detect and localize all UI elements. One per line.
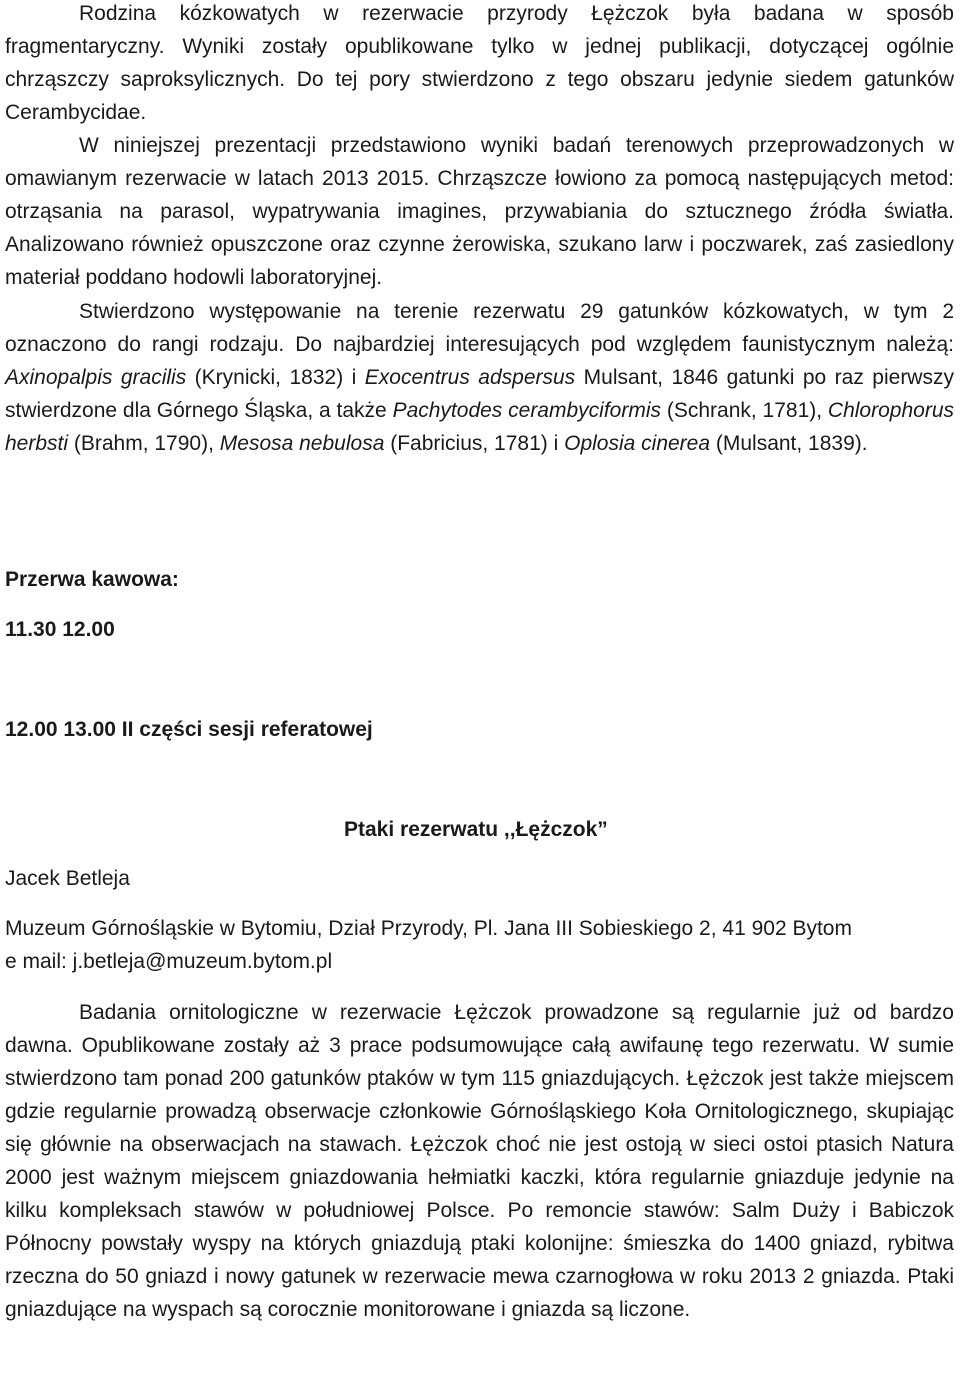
results-text: (Brahm, 1790),	[68, 432, 220, 455]
species-name: Pachytodes cerambyciformis	[392, 399, 661, 422]
session-heading: 12.00 13.00 II części sesji referatowej	[5, 718, 373, 741]
species-name: Exocentrus adspersus	[364, 366, 576, 389]
species-name: Axinopalpis gracilis	[5, 366, 187, 389]
talk-abstract: Badania ornitologiczne w rezerwacie Łężczok prowadzone są regularnie już od bardzo dawna. Opublikowane zostały aż 3 prace podsumowujące całą awifaunę tego rezerwatu. W sumie stwierdzono tam ponad 200 gatunków ptaków w tym 115 gniazdujących. Łężczok jest także miejscem gdzie regularnie prowadzą obserwacje członkowie Górnośląskiego Koła Ornitologicznego, skupiając się głównie na obserwacjach na stawach. Łężczok choć nie jest ostoją w sieci ostoi ptasich Natura 2000 jest ważnym miejscem gniazdowania hełmiatki kaczki, która regularnie gniazduje jedynie na kilku kompleksach stawów w południowej Polsce. Po remoncie stawów: Salm Duży i Babiczok Północny powstały wyspy na których gniazdują ptaki kolonijne: śmieszka do 1400 gniazd, rybitwa rzeczna do 50 gniazd i nowy gatunek w rezerwacie mewa czarnogłowa w roku 2013 2 gniazda. Ptaki gniazdujące na wyspach są corocznie monitorowane i gniazda są liczone.	[5, 1001, 954, 1321]
species-name: Oplosia cinerea	[564, 432, 711, 455]
abstract-paragraph-intro: Rodzina kózkowatych w rezerwacie przyrody Łężczok była badana w sposób fragmentaryczny. Wyniki zostały opublikowane tylko w jednej publikacji, dotyczącej ogólnie chrząszczy saproksylicznych. Do tej pory stwierdzono z tego obszaru jedynie siedem gatunków Cerambycidae.	[5, 2, 954, 124]
author-affiliation: Muzeum Górnośląskie w Bytomiu, Dział Przyrody, Pl. Jana III Sobieskiego 2, 41 902 Bytom	[5, 917, 852, 940]
coffee-break-heading: Przerwa kawowa:	[5, 568, 179, 591]
results-text: Stwierdzono występowanie na terenie rezerwatu 29 gatunków kózkowatych, w tym 2 oznaczono do rangi rodzaju. Do najbardziej interesujących pod względem faunistycznym należą:	[5, 300, 954, 356]
talk-title: Ptaki rezerwatu ,,Łężczok”	[344, 818, 608, 841]
species-name: Chlorophorus herbsti	[5, 399, 954, 455]
results-text: (Schrank, 1781),	[661, 399, 828, 422]
coffee-break-time: 11.30 12.00	[5, 618, 115, 641]
author-email: e mail: j.betleja@muzeum.bytom.pl	[5, 950, 333, 973]
abstract-paragraph-results	[5, 295, 954, 460]
results-text: (Krynicki, 1832) i	[186, 366, 365, 389]
results-text: Mulsant, 1846 gatunki po raz pierwszy stwierdzone dla Górnego Śląska, a także	[5, 366, 954, 422]
results-text: (Mulsant, 1839).	[710, 432, 868, 455]
results-text: (Fabricius, 1781) i	[384, 432, 565, 455]
author-name: Jacek Betleja	[5, 867, 130, 890]
abstract-paragraph-methods: W niniejszej prezentacji przedstawiono wyniki badań terenowych przeprowadzonych w omawianym rezerwacie w latach 2013 2015. Chrząszcze łowiono za pomocą następujących metod: otrząsania na parasol, wypatrywania imagines, przywabiania do sztucznego źródła światła. Analizowano również opuszczone oraz czynne żerowiska, szukano larw i poczwarek, zaś zasiedlony materiał poddano hodowli laboratoryjnej.	[5, 134, 954, 289]
species-name: Mesosa nebulosa	[219, 432, 385, 455]
